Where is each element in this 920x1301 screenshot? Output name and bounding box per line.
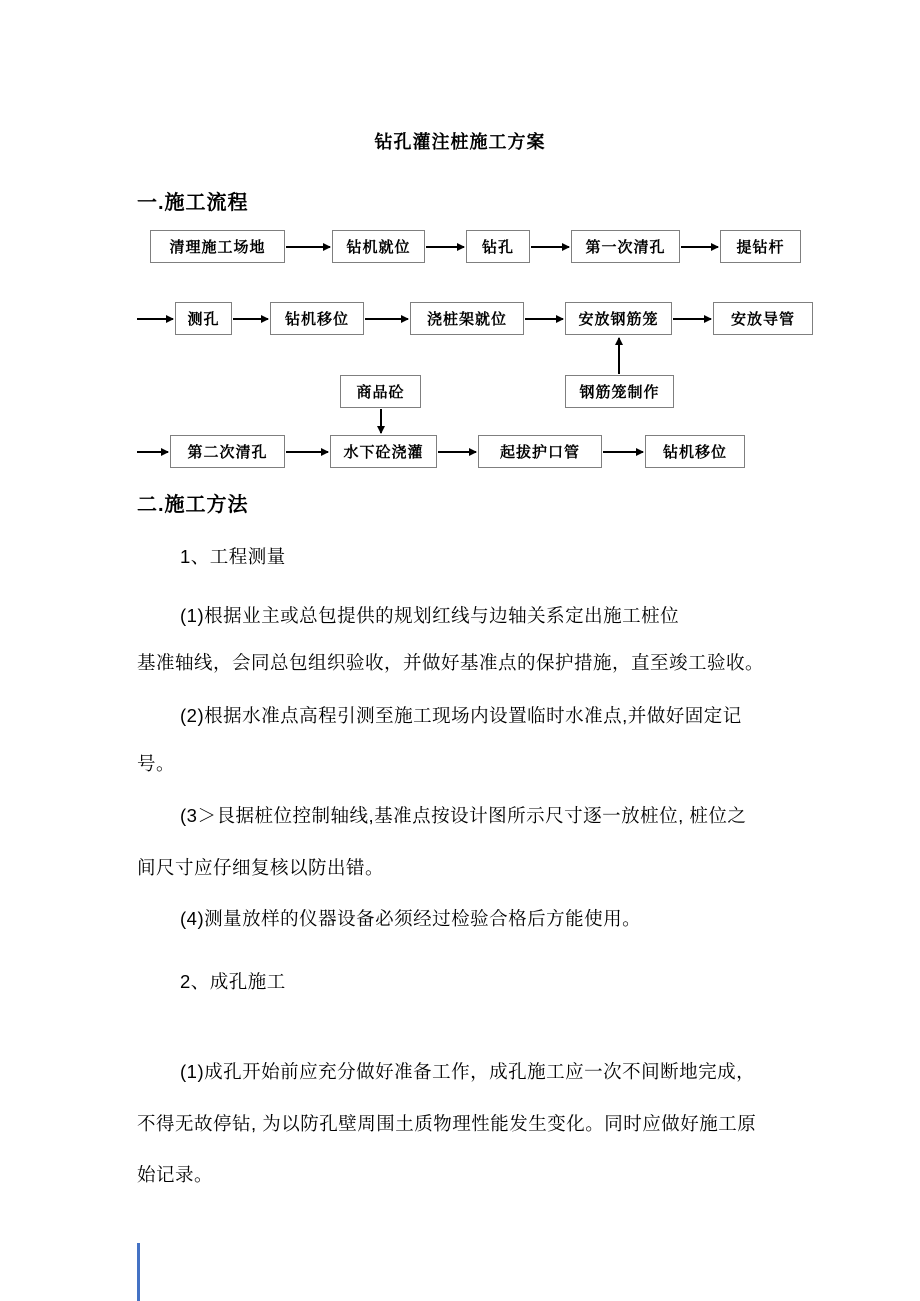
- flow-box-rig-in-place: 钻机就位: [332, 230, 425, 263]
- arrow-right-icon: [286, 451, 328, 453]
- paragraph-line: (1)根据业主或总包提供的规划红线与边轴关系定出施工桩位: [180, 605, 680, 626]
- flow-box-rig-relocation: 钻机移位: [270, 302, 364, 335]
- paragraph-line: (3＞艮据桩位控制轴线,基准点按设计图所示尺寸逐一放桩位, 桩位之: [180, 805, 747, 826]
- flow-box-second-hole-cleaning: 第二次清孔: [170, 435, 285, 468]
- paragraph-line: 间尺寸应仔细复核以防出错。: [137, 857, 385, 878]
- flow-box-commercial-concrete: 商品砼: [340, 375, 421, 408]
- paragraph-line: 基准轴线，会同总包组织验收，并做好基准点的保护措施，直至竣工验收。: [137, 652, 765, 673]
- arrow-right-icon: [525, 318, 563, 320]
- flow-box-pull-casing: 起拔护口管: [478, 435, 602, 468]
- arrow-right-icon: [365, 318, 408, 320]
- flow-box-lift-drill-rod: 提钻杆: [720, 230, 801, 263]
- arrow-up-icon: [618, 338, 620, 374]
- arrow-right-icon: [137, 451, 168, 453]
- flow-box-place-rebar-cage: 安放钢筋笼: [565, 302, 672, 335]
- flow-box-rebar-cage-fabrication: 钢筋笼制作: [565, 375, 674, 408]
- arrow-right-icon: [531, 246, 569, 248]
- blue-line-marker: [137, 1243, 140, 1301]
- paragraph-line: 号。: [137, 753, 176, 774]
- arrow-right-icon: [286, 246, 330, 248]
- paragraph-line: 1、工程测量: [180, 546, 286, 567]
- paragraph-line: (2)根据水准点高程引测至施工现场内设置临时水准点,并做好固定记: [180, 705, 742, 726]
- flow-box-clear-site: 清理施工场地: [150, 230, 285, 263]
- paragraph-line: (4)测量放样的仪器设备必须经过检验合格后方能使用。: [180, 908, 642, 929]
- arrow-right-icon: [673, 318, 711, 320]
- section-heading-process: 一.施工流程: [137, 192, 249, 214]
- flow-box-pile-frame-in-place: 浇桩架就位: [410, 302, 524, 335]
- arrow-right-icon: [426, 246, 464, 248]
- paragraph-line: 始记录。: [137, 1164, 214, 1185]
- arrow-down-icon: [380, 409, 382, 433]
- paragraph-line: (1)成孔开始前应充分做好准备工作，成孔施工应一次不间断地完成，: [180, 1061, 756, 1082]
- flow-box-underwater-concrete-pouring: 水下砼浇灌: [330, 435, 437, 468]
- flow-box-drilling: 钻孔: [466, 230, 530, 263]
- flow-box-place-tremie-pipe: 安放导管: [713, 302, 813, 335]
- arrow-right-icon: [438, 451, 476, 453]
- flow-box-first-hole-cleaning: 第一次清孔: [571, 230, 680, 263]
- paragraph-line: 不得无故停钻, 为以防孔壁周围土质物理性能发生变化。同时应做好施工原: [137, 1113, 757, 1134]
- flow-box-rig-relocation-2: 钻机移位: [645, 435, 745, 468]
- page-title: 钻孔灌注桩施工方案: [374, 132, 546, 152]
- arrow-right-icon: [603, 451, 643, 453]
- paragraph-line: 2、成孔施工: [180, 971, 286, 992]
- arrow-right-icon: [233, 318, 268, 320]
- arrow-right-icon: [681, 246, 718, 248]
- arrow-right-icon: [137, 318, 173, 320]
- flow-box-hole-measuring: 测孔: [175, 302, 232, 335]
- section-heading-method: 二.施工方法: [137, 494, 249, 516]
